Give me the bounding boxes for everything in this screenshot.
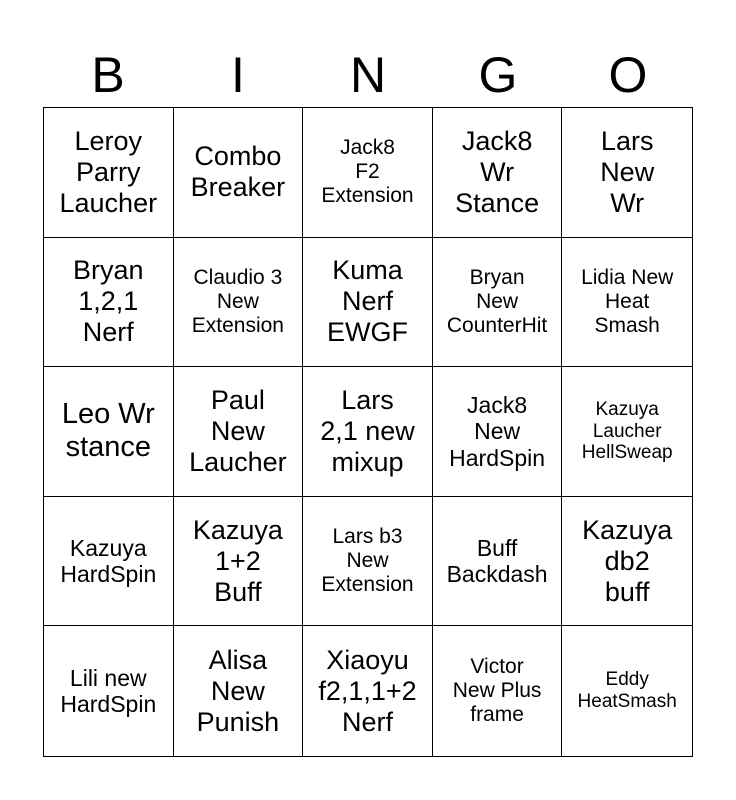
- bingo-cell[interactable]: [303, 626, 433, 756]
- bingo-cell[interactable]: [433, 497, 563, 627]
- bingo-cell[interactable]: [562, 367, 692, 497]
- header-letter-n: N: [349, 47, 387, 103]
- cell-label: Kazuya 1+2 Buff: [192, 514, 283, 607]
- cell-label: Kazuya db2 buff: [582, 514, 673, 607]
- cell-label: Lars 2,1 new mixup: [320, 384, 415, 478]
- cell-label: Victor New Plus frame: [452, 654, 542, 727]
- cell-label: Lars b3 New Extension: [321, 524, 414, 597]
- bingo-cell[interactable]: [433, 238, 563, 368]
- bingo-cell[interactable]: [303, 497, 433, 627]
- bingo-header: [43, 44, 693, 106]
- cell-label: Claudio 3 New Extension: [191, 265, 284, 337]
- bingo-board: [43, 107, 693, 757]
- cell-label: Eddy HeatSmash: [577, 669, 677, 713]
- bingo-cell[interactable]: [44, 108, 174, 238]
- bingo-cell[interactable]: [174, 626, 304, 756]
- bingo-cell[interactable]: [433, 626, 563, 756]
- header-letter-o: O: [608, 47, 648, 103]
- bingo-cell[interactable]: [174, 367, 304, 497]
- cell-label: Leo Wr stance: [61, 398, 155, 464]
- cell-label: Kazuya Laucher HellSweap: [581, 398, 673, 464]
- bingo-cell[interactable]: [174, 238, 304, 368]
- bingo-cell[interactable]: [174, 497, 304, 627]
- bingo-cell[interactable]: [44, 367, 174, 497]
- header-letter-i: I: [231, 47, 245, 103]
- cell-label: Combo Breaker: [190, 141, 286, 203]
- bingo-cell[interactable]: [562, 497, 692, 627]
- bingo-cell[interactable]: [562, 108, 692, 238]
- cell-label: Jack8 Wr Stance: [455, 125, 540, 218]
- bingo-cell[interactable]: [433, 367, 563, 497]
- cell-label: Alisa New Punish: [196, 644, 280, 737]
- cell-label: Bryan 1,2,1 Nerf: [73, 255, 144, 348]
- cell-label: Lidia New Heat Smash: [581, 265, 674, 337]
- bingo-cell[interactable]: [174, 108, 304, 238]
- bingo-cell[interactable]: [44, 626, 174, 756]
- cell-label: Jack8 F2 Extension: [321, 136, 414, 208]
- bingo-cell[interactable]: [303, 108, 433, 238]
- bingo-cell[interactable]: [562, 626, 692, 756]
- bingo-cell[interactable]: [303, 238, 433, 368]
- cell-label: Buff Backdash: [446, 534, 548, 588]
- bingo-cell[interactable]: [44, 497, 174, 627]
- cell-label: Lili new HardSpin: [60, 664, 157, 718]
- cell-label: Leroy Parry Laucher: [59, 125, 158, 218]
- bingo-cell[interactable]: [44, 238, 174, 368]
- bingo-cell[interactable]: [433, 108, 563, 238]
- cell-label: Jack8 New HardSpin: [449, 391, 546, 471]
- cell-label: Xiaoyu f2,1,1+2 Nerf: [318, 644, 417, 737]
- cell-label: Kuma Nerf EWGF: [326, 255, 408, 348]
- cell-label: Lars New Wr: [600, 125, 655, 218]
- cell-label: Kazuya HardSpin: [60, 534, 157, 588]
- cell-label: Paul New Laucher: [189, 384, 287, 478]
- header-letter-b: B: [91, 47, 125, 103]
- header-letter-g: G: [478, 47, 518, 103]
- bingo-cell[interactable]: [303, 367, 433, 497]
- bingo-cell[interactable]: [562, 238, 692, 368]
- cell-label: Bryan New CounterHit: [446, 265, 548, 337]
